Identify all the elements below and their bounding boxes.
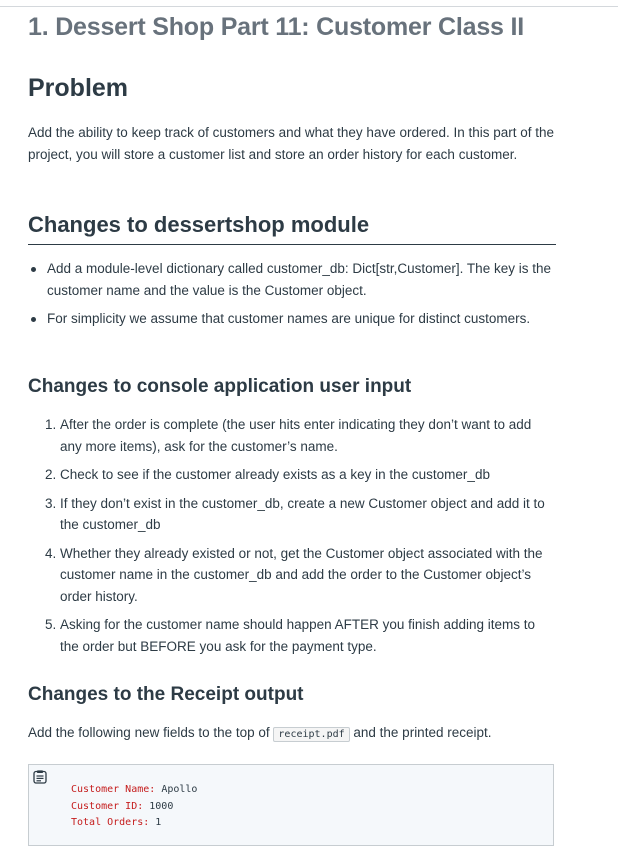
note-icon[interactable]	[33, 770, 47, 784]
step-text: Whether they already existed or not, get the Customer object associated with the customer name in the customer_db and add the order to the Customer object’s order history.	[60, 545, 543, 604]
problem-text: Add the ability to keep track of customers and what they have ordered. In this part of the project, you will store a customer list and store an order history for each customer.	[28, 125, 555, 162]
list-item	[28, 308, 556, 330]
list-item	[28, 464, 556, 486]
code-value: 1000	[143, 800, 174, 812]
page-title: 1. Dessert Shop Part 11: Customer Class II	[28, 13, 524, 41]
top-divider	[0, 6, 618, 7]
console-step-list	[28, 414, 556, 664]
problem-heading: Problem	[28, 74, 129, 102]
receipt-filename-code: receipt.pdf	[273, 727, 349, 742]
bullet-dot-icon	[31, 317, 36, 322]
step-number: 4.	[45, 545, 57, 561]
receipt-text	[28, 722, 556, 746]
module-heading: Changes to dessertshop module	[28, 212, 370, 237]
receipt-text-after: and the printed receipt.	[349, 725, 492, 740]
step-text: Asking for the customer name should happen AFTER you finish adding items to the order but BEFORE you ask for the payment type.	[60, 617, 536, 654]
list-item	[28, 543, 556, 608]
step-number: 5.	[45, 617, 57, 632]
list-item	[28, 258, 556, 301]
bullet-text: Add a module-level dictionary called customer_db: Dict[str,Customer]. The key is the customer name and the value is the Customer object.	[47, 261, 551, 298]
code-block	[28, 764, 554, 846]
code-text	[71, 782, 197, 832]
console-heading: Changes to console application user input	[28, 376, 412, 397]
code-value: 1	[149, 817, 162, 828]
code-key: Customer Name:	[71, 784, 156, 795]
step-text: After the order is complete (the user hits enter indicating they don’t want to add any more items), ask for the customer’s name.	[60, 417, 532, 454]
code-key: Customer ID:	[71, 800, 144, 812]
list-item	[28, 614, 556, 657]
code-value: Apollo	[155, 784, 198, 795]
step-number: 3.	[45, 495, 57, 511]
list-item	[28, 414, 556, 457]
step-text: If they don’t exist in the customer_db, create a new Customer object and add it to the customer_db	[60, 495, 545, 532]
step-text: Check to see if the customer already exists as a key in the customer_db	[60, 467, 490, 482]
code-key: Total Orders:	[71, 817, 150, 828]
bullet-dot-icon	[31, 267, 36, 272]
module-bullet-list	[28, 258, 556, 337]
receipt-text-before: Add the following new fields to the top of	[28, 725, 274, 740]
list-item	[28, 493, 556, 536]
bullet-text: For simplicity we assume that customer names are unique for distinct customers.	[47, 311, 531, 326]
step-number: 2.	[45, 467, 57, 482]
module-heading-rule	[28, 244, 556, 245]
receipt-heading: Changes to the Receipt output	[28, 684, 304, 705]
step-number: 1.	[45, 417, 57, 432]
